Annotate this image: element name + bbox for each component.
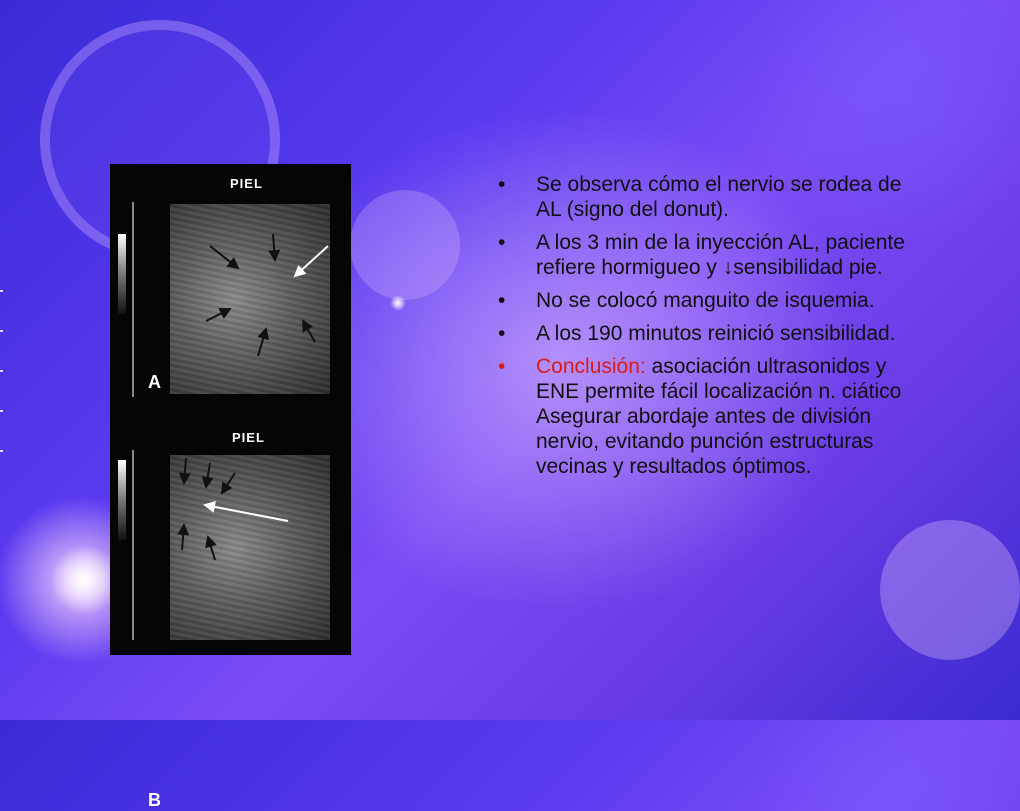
bullet-marker: •: [498, 173, 506, 196]
frame-b-arrows: [110, 410, 351, 655]
bullet-marker: •: [498, 289, 506, 312]
ultrasound-frame-b: [110, 410, 351, 810]
ultrasound-frame-a: [110, 164, 351, 409]
frame-b-letter: B: [148, 790, 161, 810]
bullet-text-part2: sensibilidad pie.: [733, 256, 883, 279]
conclusion-text: asociación ultrasonidos y ENE permite fácil localización n. ciático Asegurar abordaje antes de división nervio, evitando punción estructuras vecinas y resultados óptimos.: [536, 355, 902, 478]
decorative-side-ticks: [0, 290, 3, 470]
bullet-tingling: [498, 230, 918, 280]
bullet-conclusion: [498, 354, 918, 479]
bullet-text: No se colocó manguito de isquemia.: [536, 289, 875, 312]
bullet-marker: •: [498, 355, 506, 378]
frame-a-label: PIEL: [230, 176, 263, 191]
decorative-bubble-center: [350, 190, 460, 300]
decorative-bubble-corner: [880, 520, 1020, 660]
decorative-light-spark-small: [390, 295, 406, 311]
bullet-ischemia: [498, 288, 918, 313]
frame-b-label: PIEL: [232, 430, 265, 445]
decrease-arrow-icon: ↓: [722, 256, 734, 279]
bullet-donut-sign: [498, 172, 918, 222]
bullet-text: A los 190 minutos reinició sensibilidad.: [536, 322, 896, 345]
findings-bullet-list: [498, 172, 918, 487]
conclusion-label: Conclusión:: [536, 355, 646, 378]
bullet-marker: •: [498, 231, 506, 254]
bullet-marker: •: [498, 322, 506, 345]
bullet-recovery: [498, 321, 918, 346]
bullet-text-part1: A los 3 min de la inyección AL, paciente refiere hormigueo y: [536, 231, 905, 279]
frame-a-letter: A: [148, 372, 161, 392]
ultrasound-image-panel: [110, 164, 351, 810]
frame-a-arrows: [110, 164, 351, 409]
bullet-text: Se observa cómo el nervio se rodea de AL (signo del donut).: [536, 173, 902, 221]
